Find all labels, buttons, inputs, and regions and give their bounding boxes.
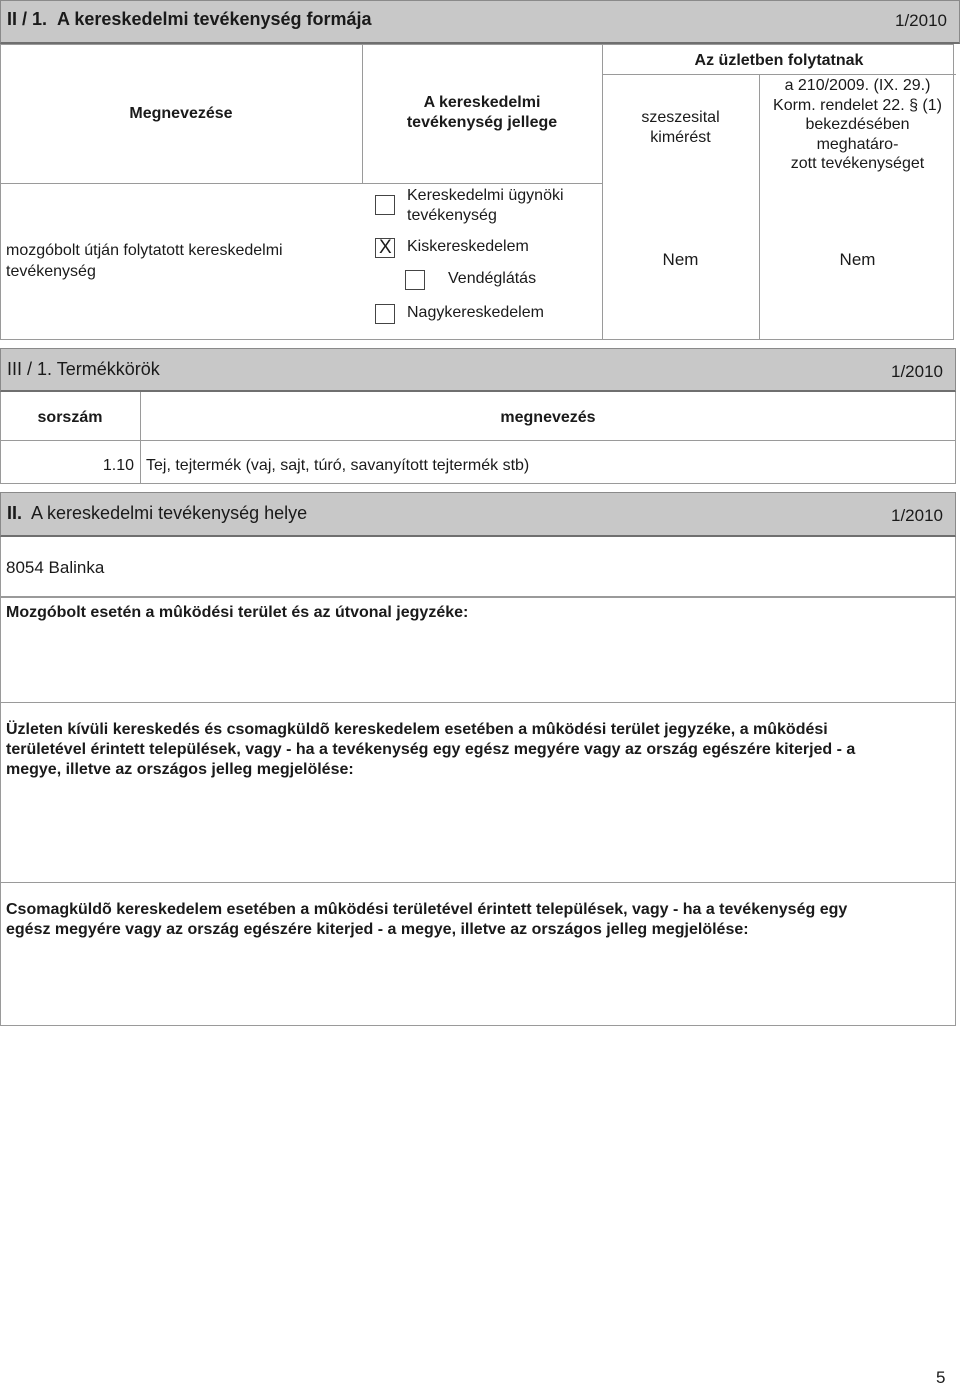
mail-order-label — [6, 900, 847, 940]
product-row-number: 1.10 — [102, 457, 134, 474]
checkbox-agent[interactable] — [375, 195, 395, 215]
option-agent-line1: Kereskedelmi ügynöki — [407, 187, 564, 204]
option-retail-label: Kiskereskedelem — [407, 238, 529, 255]
col-header-regulation-line2: Korm. rendelet 22. § (1) — [773, 96, 942, 114]
checkbox-retail[interactable] — [375, 238, 395, 258]
section-title-prefix: II / 1. — [7, 9, 48, 29]
col-header-store: Az üzletben folytatnak — [694, 52, 864, 69]
section-header-location — [0, 492, 956, 537]
col-header-regulation-line1: a 210/2009. (IX. 29.) — [784, 77, 931, 94]
divider — [0, 440, 956, 441]
col-header-number: sorszám — [37, 409, 103, 426]
divider — [602, 74, 956, 75]
alcohol-value: Nem — [662, 250, 699, 269]
row-activity-name — [6, 240, 356, 282]
section-title-prefix: II. — [7, 503, 23, 523]
section-header-activity-form — [0, 0, 960, 44]
section-year: 1/2010 — [891, 506, 943, 525]
product-row-name: Tej, tejtermék (vaj, sajt, túró, savanyított tejtermék stb) — [146, 457, 530, 474]
mail-order-label-line1: Csomagküldõ kereskedelem esetében a mûködési területével érintett települések, vagy - ha a tevékenység egy — [6, 901, 848, 918]
col-header-alcohol-line2: kimérést — [650, 129, 711, 146]
col-header-regulation — [759, 76, 956, 174]
section-header-product-groups — [0, 348, 956, 392]
section-year: 1/2010 — [891, 362, 943, 381]
location-value: 8054 Balinka — [6, 558, 105, 577]
col-header-product-name: megnevezés — [500, 409, 596, 426]
row-activity-name-line2: tevékenység — [6, 263, 96, 280]
section-title — [7, 9, 372, 30]
option-catering-label: Vendéglátás — [448, 270, 537, 287]
section-year: 1/2010 — [895, 11, 947, 30]
checkbox-catering[interactable] — [405, 270, 425, 290]
divider — [0, 183, 602, 184]
col-header-regulation-line5: zott tevékenységet — [790, 155, 925, 172]
option-agent-label — [407, 186, 564, 226]
outside-store-label-line3: megye, illetve az országos jelleg megjelölése: — [6, 761, 354, 778]
section-title — [7, 503, 307, 524]
col-header-nature — [362, 93, 602, 133]
col-header-regulation-line4: meghatáro- — [816, 135, 899, 153]
mail-order-label-line2: egész megyére vagy az ország egészére kiterjed - a megye, illetve az országos jelleg megjelölése: — [6, 921, 749, 938]
mobile-route-label: Mozgóbolt esetén a mûködési terület és az útvonal jegyzéke: — [6, 604, 469, 621]
section-title: III / 1. Termékkörök — [7, 359, 160, 379]
col-header-regulation-line3: bekezdésében — [805, 116, 910, 133]
section-title-main: A kereskedelmi tevékenység formája — [57, 9, 372, 29]
option-wholesale-label: Nagykereskedelem — [407, 304, 544, 321]
divider — [140, 392, 141, 484]
page-number: 5 — [936, 1368, 946, 1386]
regulation-value: Nem — [839, 250, 876, 269]
col-header-nature-line2: tevékenység jellege — [406, 114, 558, 131]
outside-store-label-line1: Üzleten kívüli kereskedés és csomagküldõ kereskedelem esetében a mûködési terület jegyzéke, a mûködési — [6, 721, 828, 738]
divider — [602, 44, 603, 340]
col-header-alcohol-line1: szeszesital — [641, 109, 720, 126]
option-agent-line2: tevékenység — [407, 207, 497, 224]
row-activity-name-line1: mozgóbolt útján folytatott kereskedelmi — [6, 242, 283, 259]
checkbox-wholesale[interactable] — [375, 304, 395, 324]
outside-store-label-line2: területével érintett települések, vagy - ha a tevékenység egy egész megyére vagy az ország egészére kiterjed - a — [6, 741, 856, 758]
section-title-main: A kereskedelmi tevékenység helye — [31, 503, 308, 523]
col-header-alcohol — [602, 108, 759, 148]
outside-store-label — [6, 720, 855, 780]
location-box — [0, 537, 956, 597]
col-header-name: Megnevezése — [129, 105, 233, 122]
col-header-nature-line1: A kereskedelmi — [423, 94, 541, 111]
